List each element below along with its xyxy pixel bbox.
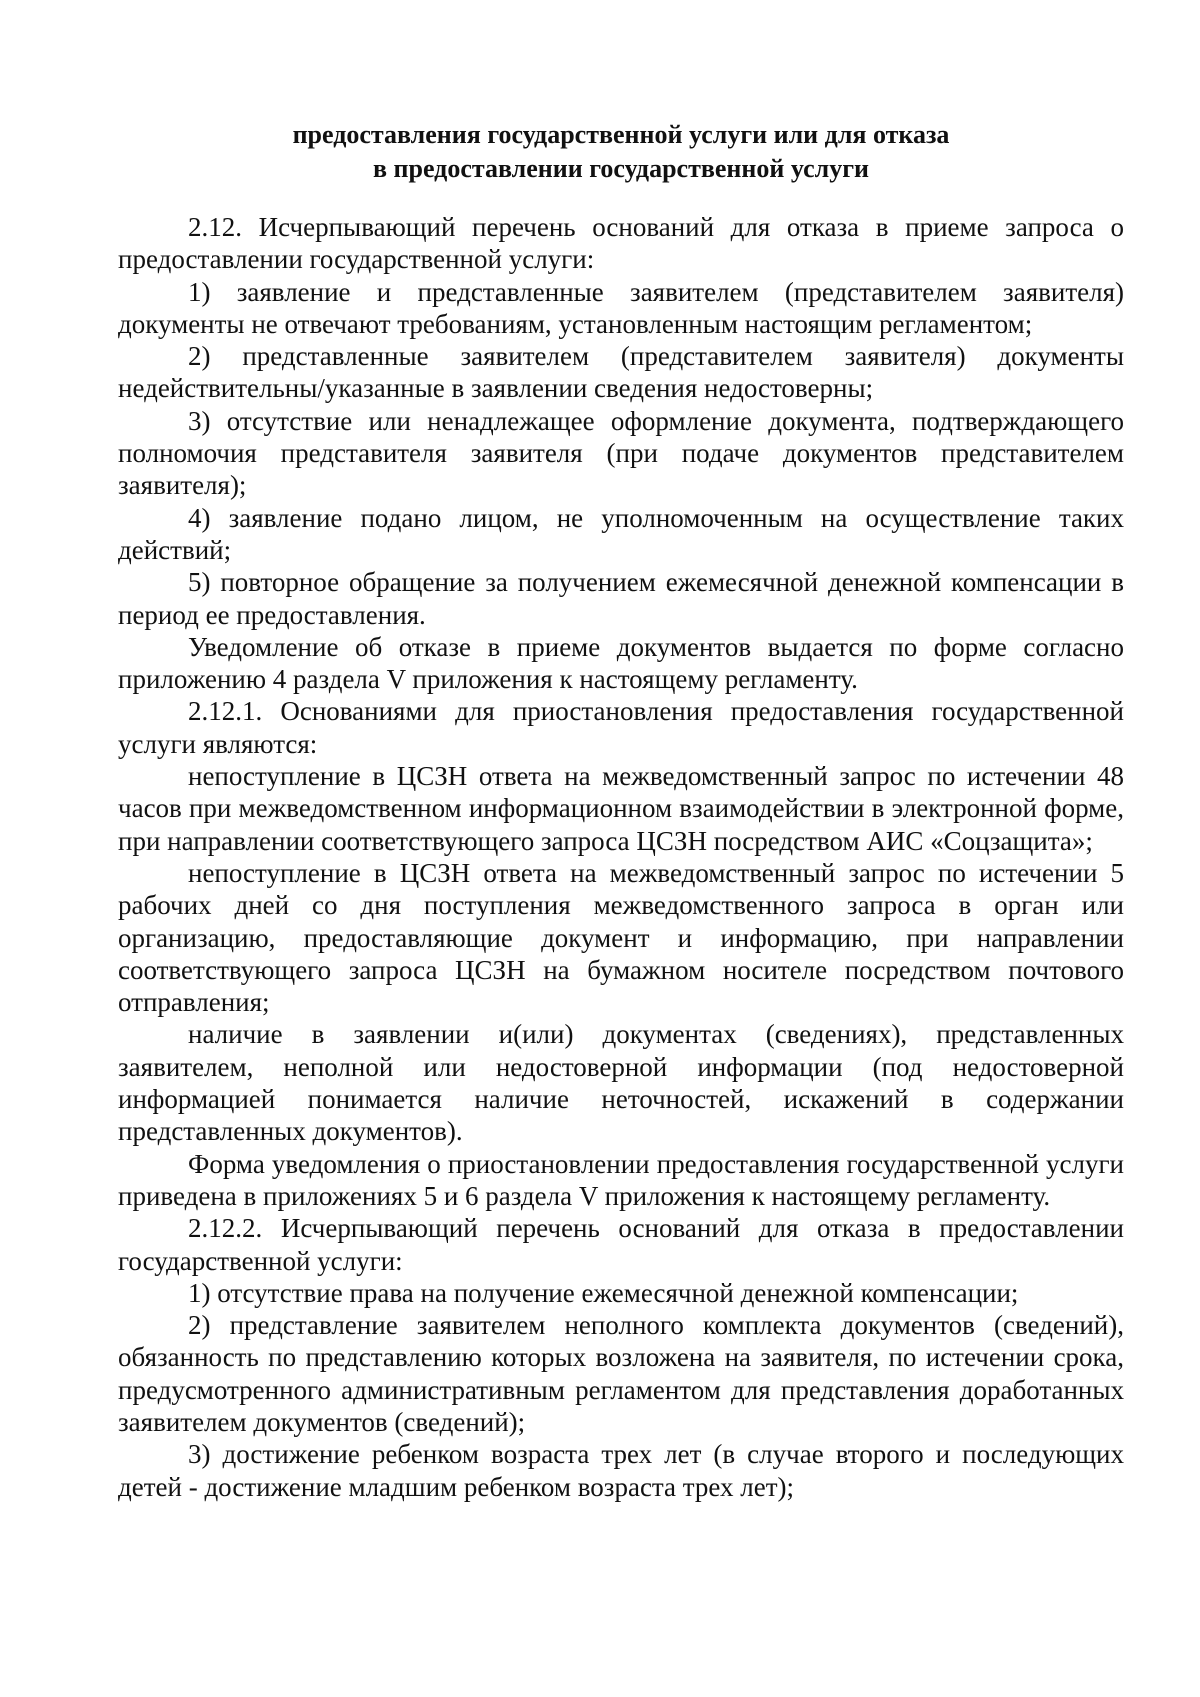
suspension-ground-1: непоступление в ЦСЗН ответа на межведомственный запрос по истечении 48 часов при межведомственном информационном взаимодействии в электронной форме, при направлении соответствующего запроса ЦСЗН посредством АИС «Соцзащита»; xyxy=(118,761,1124,856)
heading-line-1: предоставления государственной услуги или для отказа xyxy=(292,120,950,149)
paragraph-2-12-1: 2.12.1. Основаниями для приостановления предоставления государственной услуги являются: xyxy=(118,696,1124,759)
document-body xyxy=(118,211,1124,1503)
list-item-5: 5) повторное обращение за получением ежемесячной денежной компенсации в период ее предоставления. xyxy=(118,567,1124,630)
paragraph-refusal-notice: Уведомление об отказе в приеме документов выдается по форме согласно приложению 4 раздела V приложения к настоящему регламенту. xyxy=(118,631,1124,695)
heading-line-2: в предоставлении государственной услуги xyxy=(372,154,869,183)
suspension-ground-3: наличие в заявлении и(или) документах (сведениях), представленных заявителем, неполной или недостоверной информации (под недостоверной информацией понимается наличие неточностей, искажений в содержании представленных документов). xyxy=(118,1019,1124,1147)
suspension-ground-2: непоступление в ЦСЗН ответа на межведомственный запрос по истечении 5 рабочих дней со дня поступления межведомственного запроса в орган или организацию, предоставляющие документ и информацию, при направлении соответствующего запроса ЦСЗН на бумажном носителе посредством почтового отправления; xyxy=(118,857,1124,1018)
refusal-ground-1: 1) отсутствие права на получение ежемесячной денежной компенсации; xyxy=(188,1277,1019,1308)
section-heading xyxy=(118,118,1124,186)
refusal-ground-3: 3) достижение ребенком возраста трех лет (в случае второго и последующих детей - достижение младшим ребенком возраста трех лет); xyxy=(118,1439,1124,1502)
paragraph-suspension-form: Форма уведомления о приостановлении предоставления государственной услуги приведена в приложениях 5 и 6 раздела V приложения к настоящему регламенту. xyxy=(118,1148,1124,1211)
list-item-1: 1) заявление и представленные заявителем (представителем заявителя) документы не отвечают требованиям, установленным настоящим регламентом; xyxy=(118,276,1124,339)
list-item-3: 3) отсутствие или ненадлежащее оформление документа, подтверждающего полномочия представителя заявителя (при подаче документов представителем заявителя); xyxy=(118,405,1124,501)
list-item-4: 4) заявление подано лицом, не уполномоченным на осуществление таких действий; xyxy=(118,502,1124,565)
paragraph-2-12: 2.12. Исчерпывающий перечень оснований для отказа в приеме запроса о предоставлении государственной услуги: xyxy=(118,212,1124,275)
paragraph-2-12-2: 2.12.2. Исчерпывающий перечень оснований для отказа в предоставлении государственной услуги: xyxy=(118,1213,1124,1276)
list-item-2: 2) представленные заявителем (представителем заявителя) документы недействительны/указанные в заявлении сведения недостоверны; xyxy=(118,341,1124,404)
refusal-ground-2: 2) представление заявителем неполного комплекта документов (сведений), обязанность по представлению которых возложена на заявителя, по истечении срока, предусмотренного административным регламентом для представления доработанных заявителем документов (сведений); xyxy=(118,1310,1124,1437)
